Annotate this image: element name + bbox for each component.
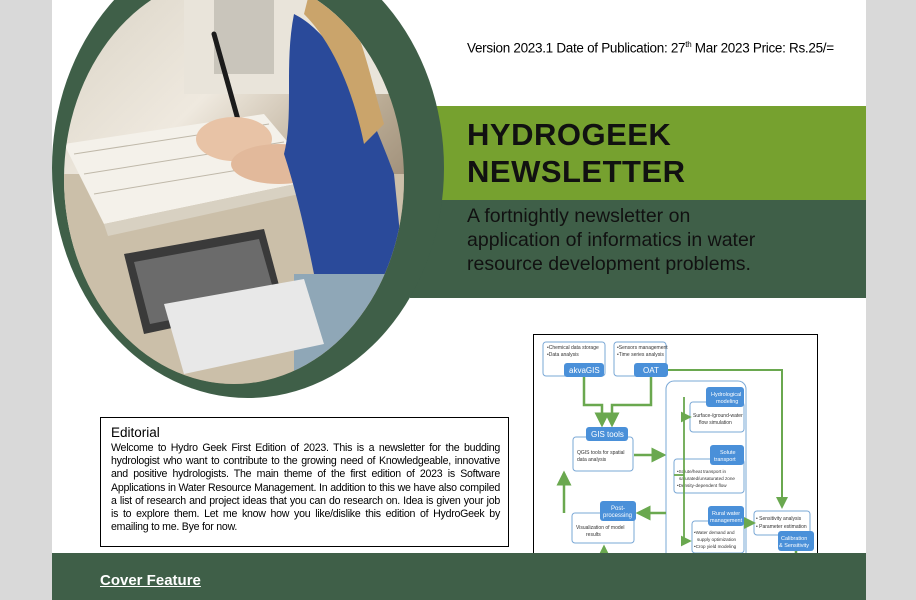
rural-note-3: •Crop yield modeling xyxy=(694,544,737,549)
solute-note-3: •Density-dependent flow xyxy=(677,483,727,488)
oat-note-1: •Sensors management xyxy=(617,345,668,351)
post-note-2: results xyxy=(586,532,601,538)
calib-label-2: & Sensitivity xyxy=(779,543,809,549)
left-page-margin xyxy=(0,0,52,600)
solute-note-2: saturated/unsaturated zone xyxy=(679,476,735,481)
newsletter-title: HYDROGEEK NEWSLETTER xyxy=(467,117,686,189)
akvagis-note-1: •Chemical data storage xyxy=(547,345,599,351)
akvagis-label: akvaGIS xyxy=(569,366,600,375)
gis-note-2: data analysis xyxy=(577,457,607,463)
rural-label-2: management xyxy=(710,518,743,524)
rural-note-2: supply optimization xyxy=(697,537,737,542)
rural-label-1: Rural water xyxy=(712,511,741,517)
oat-note-2: •Time series analysis xyxy=(617,352,664,358)
akvagis-note-2: •Data analysis xyxy=(547,352,579,358)
hydro-label-1: Hydrological xyxy=(711,392,742,398)
calib-note-1: • Sensitivity analysis xyxy=(756,516,802,522)
calib-note-2: • Parameter estimation xyxy=(756,524,807,530)
cover-feature-heading: Cover Feature xyxy=(100,572,201,589)
gis-tools-label: GIS tools xyxy=(591,430,624,439)
oat-label: OAT xyxy=(643,366,659,375)
editorial-title: Editorial xyxy=(111,425,160,440)
gis-note-1: QGIS tools for spatial xyxy=(577,450,625,456)
hydro-note-2: flow simulation xyxy=(699,420,732,426)
publication-info: Version 2023.1 Date of Publication: 27th Mar 2023 Price: Rs.25/= xyxy=(467,40,834,56)
hydro-note-1: Surface-/ground-water xyxy=(693,413,743,419)
editorial-box xyxy=(100,417,509,547)
solute-label-2: transport xyxy=(714,457,736,463)
post-note-1: Visualization of model xyxy=(576,525,625,531)
post-label-2: processing xyxy=(603,513,633,519)
newsletter-subtitle: A fortnightly newsletter on application of informatics in water resource development problems. xyxy=(467,205,756,275)
solute-label-1: Solute xyxy=(720,450,736,456)
right-page-margin xyxy=(866,0,916,600)
editorial-body: Welcome to Hydro Geek First Edition of 2023. This is a newsletter for the budding hydrologist who want to contribute to the growing need of Knowledgeable, innovative and positive hydrologists. The main theme of the first edition of 2023 is Software Applications in Water Resource Management. In addition to this we have also compiled a list of research and project ideas that you can do research on. Idea is given your job is to explore them. Let me know how you like/dislike this edition of HydroGeek by emailing to me. Bye for now. xyxy=(111,442,500,534)
post-label-1: Post- xyxy=(611,506,626,512)
calib-label-1: Calibration xyxy=(781,536,808,542)
workflow-svg xyxy=(534,335,817,581)
hydro-label-2: modeling xyxy=(716,399,739,405)
software-workflow-diagram xyxy=(533,334,818,582)
solute-note-1: •Solute/heat transport in xyxy=(677,469,727,474)
rural-note-1: •Water demand and xyxy=(694,530,735,535)
